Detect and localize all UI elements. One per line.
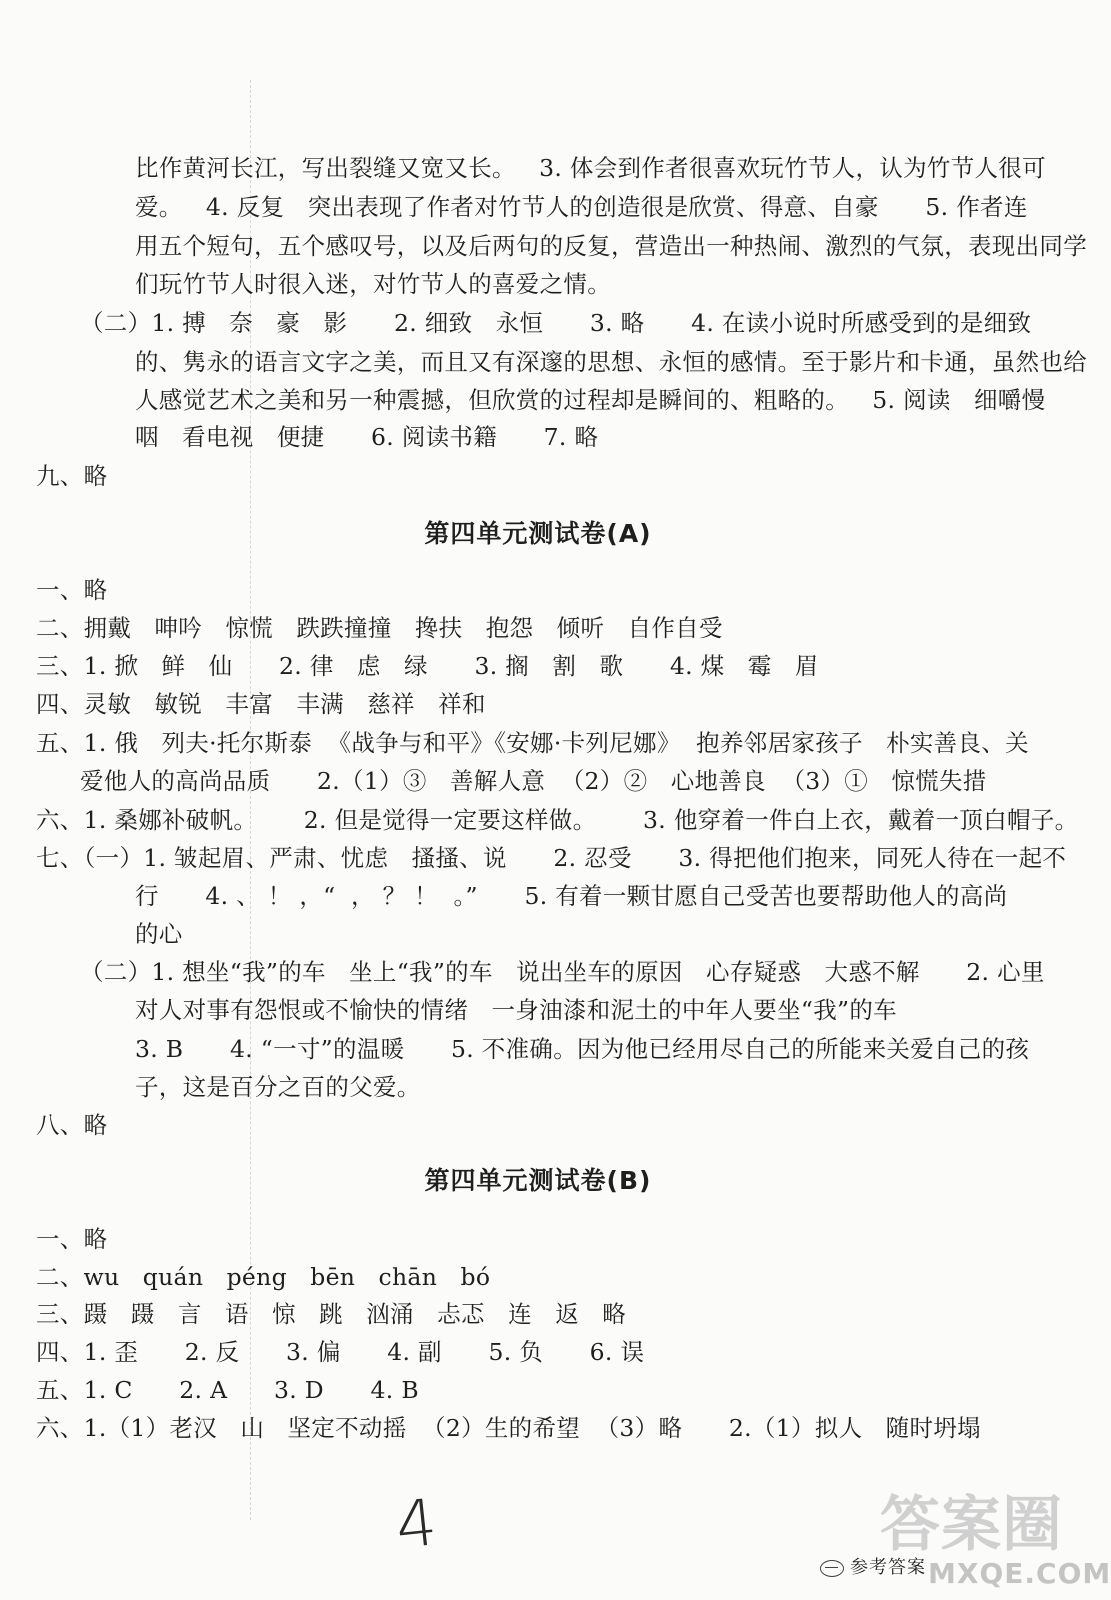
text-line: 八、略 [36,1111,108,1139]
text-line: （二）1. 想坐“我”的车 坐上“我”的车 说出坐车的原因 心存疑惑 大惑不解 2. 心里 [80,958,1045,986]
text-line: 人感觉艺术之美和另一种震撼，但欣赏的过程却是瞬间的、粗略的。 5. 阅读 细嚼慢 [135,386,1046,414]
text-line: 一、略 [36,576,108,604]
text-line: 比作黄河长江，写出裂缝又宽又长。 3. 体会到作者很喜欢玩竹节人，认为竹节人很可 [135,154,1046,182]
text-line: 用五个短句，五个感叹号，以及后两句的反复，营造出一种热闹、激烈的气氛，表现出同学 [135,232,1087,260]
text-line: 3. B 4. “一寸”的温暖 5. 不准确。因为他已经用尽自己的所能来关爱自己的孩 [135,1035,1030,1063]
text-line: 三、1. 掀 鲜 仙 2. 律 虑 绿 3. 搁 割 歌 4. 煤 霉 眉 [36,652,819,680]
watermark-url: MXQE.COM [928,1557,1111,1590]
text-line: 七、（一）1. 皱起眉、严肃、忧虑 搔搔、说 2. 忍受 3. 得把他们抱来，同死人待在一起不 [36,844,1067,872]
text-line: 子，这是百分之百的父爱。 [135,1073,421,1101]
text-line: 五、1. C 2. A 3. D 4. B [36,1376,419,1404]
text-line: 咽 看电视 便捷 6. 阅读书籍 7. 略 [135,423,599,451]
text-line: （二）1. 搏 奈 豪 影 2. 细致 永恒 3. 略 4. 在读小说时所感受到的是细致 [80,309,1032,337]
watermark [880,1490,1111,1594]
text-line: 四、1. 歪 2. 反 3. 偏 4. 副 5. 负 6. 误 [36,1338,645,1366]
section-title-test-b: 第四单元测试卷(B) [424,1166,652,1195]
text-line: 行 4. 、 ！ ，“ ， ？ ！ 。” 5. 有着一颗甘愿自己受苦也要帮助他人的高尚 [135,882,1008,910]
section-title-test-a: 第四单元测试卷(A) [424,519,652,548]
text-line: 二、wu quán péng bēn chān bó [36,1263,491,1291]
text-line: 们玩竹节人时很入迷，对竹节人的喜爱之情。 [135,270,611,298]
text-line: 对人对事有怨恨或不愉快的情绪 一身油漆和泥土的中年人要坐“我”的车 [135,996,897,1024]
text-line: 六、1. 桑娜补破帆。 2. 但是觉得一定要这样做。 3. 他穿着一件白上衣，戴着一顶白帽子。 [36,806,1079,834]
text-line: 爱。 4. 反复 突出表现了作者对竹节人的创造很是欣赏、得意、自豪 5. 作者连 [135,193,1028,221]
text-line: 三、蹑 蹑 言 语 惊 跳 汹涌 忐忑 连 返 略 [36,1300,627,1328]
text-line: 的、隽永的语言文字之美，而且又有深邃的思想、永恒的感情。至于影片和卡通，虽然也给 [135,348,1087,376]
text-line: 五、1. 俄 列夫·托尔斯泰 《战争与和平》《安娜·卡列尼娜》 抱养邻居家孩子 朴实善良、关 [36,729,1029,757]
handwritten-page-number: 4 [392,1486,441,1564]
text-line: 六、1.（1）老汉 山 坚定不动摇 （2）生的希望 （3）略 2.（1）拟人 随时坍塌 [36,1414,981,1442]
watermark-logo: 答案圈 [880,1490,1063,1560]
book-icon [820,1560,844,1577]
text-line: 的心 [135,920,183,948]
text-line: 九、略 [36,462,108,490]
footer-label: 参考答案 [850,1557,926,1578]
text-line: 二、拥戴 呻吟 惊慌 跌跌撞撞 搀扶 抱怨 倾听 自作自受 [36,614,723,642]
text-line: 一、略 [36,1225,108,1253]
text-line: 爱他人的高尚品质 2.（1）③ 善解人意 （2）② 心地善良 （3）① 惊慌失措 [80,767,987,795]
text-line: 四、灵敏 敏锐 丰富 丰满 慈祥 祥和 [36,690,486,718]
